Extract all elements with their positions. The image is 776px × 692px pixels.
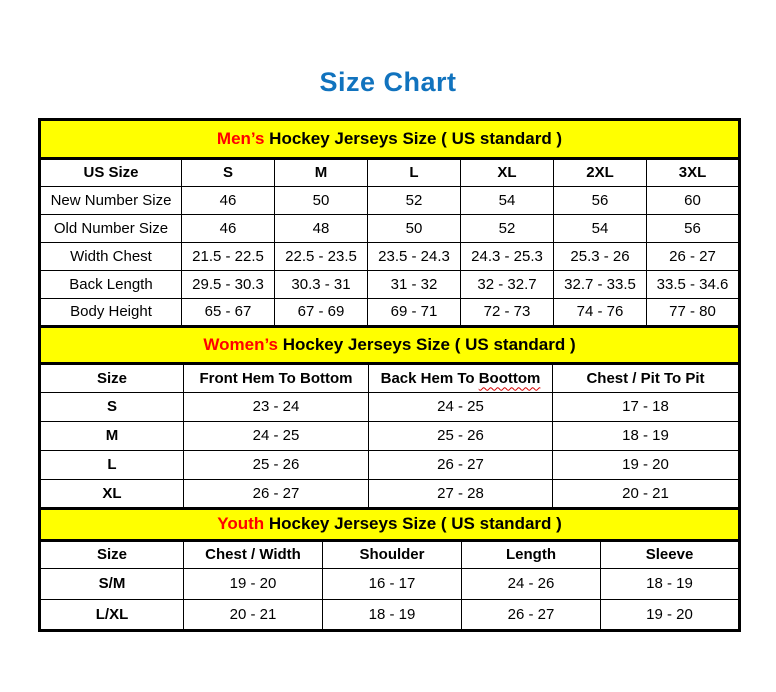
column-header: 3XL: [647, 158, 740, 186]
header-row: [40, 540, 740, 568]
row-label: S/M: [40, 568, 184, 599]
table-cell: 52: [368, 186, 461, 214]
youth-title-highlight: Youth: [217, 514, 265, 534]
row-label: XL: [40, 479, 184, 508]
youth-size-table: [38, 507, 741, 632]
table-row: [40, 270, 740, 298]
table-cell: 50: [368, 214, 461, 242]
misspelled-word-underline: Boottom: [478, 369, 541, 387]
table-cell: 19 - 20: [184, 568, 323, 599]
table-cell: 26 - 27: [184, 479, 369, 508]
column-header: S: [182, 158, 275, 186]
table-cell: 25 - 26: [369, 421, 553, 450]
table-row: [40, 298, 740, 326]
mens-size-table: [38, 118, 741, 328]
column-header: Shoulder: [323, 540, 462, 568]
table-row: [40, 186, 740, 214]
table-cell: 30.3 - 31: [275, 270, 368, 298]
column-header-text: Back Hem To: [380, 369, 479, 387]
table-cell: 56: [647, 214, 740, 242]
table-cell: 26 - 27: [369, 450, 553, 479]
youth-table-title: [40, 508, 740, 540]
table-cell: 21.5 - 22.5: [182, 242, 275, 270]
table-row: [40, 568, 740, 599]
mens-table-title: [40, 119, 740, 158]
table-cell: 26 - 27: [647, 242, 740, 270]
column-header: Chest / Width: [184, 540, 323, 568]
table-cell: 31 - 32: [368, 270, 461, 298]
column-header: 2XL: [554, 158, 647, 186]
table-cell: 32 - 32.7: [461, 270, 554, 298]
band-row: [40, 326, 740, 363]
table-cell: 29.5 - 30.3: [182, 270, 275, 298]
column-header: XL: [461, 158, 554, 186]
header-row: [40, 363, 740, 392]
table-cell: 27 - 28: [369, 479, 553, 508]
table-cell: 23.5 - 24.3: [368, 242, 461, 270]
table-row: [40, 599, 740, 630]
table-cell: 19 - 20: [601, 599, 740, 630]
womens-title-highlight: Women’s: [203, 334, 278, 354]
table-cell: 46: [182, 214, 275, 242]
row-label: L/XL: [40, 599, 184, 630]
table-cell: 24.3 - 25.3: [461, 242, 554, 270]
table-cell: 18 - 19: [553, 421, 740, 450]
table-cell: 69 - 71: [368, 298, 461, 326]
table-cell: 32.7 - 33.5: [554, 270, 647, 298]
table-cell: 18 - 19: [323, 599, 462, 630]
table-cell: 74 - 76: [554, 298, 647, 326]
table-cell: 77 - 80: [647, 298, 740, 326]
column-header: Size: [40, 363, 184, 392]
page-title: Size Chart: [319, 67, 457, 97]
column-header: L: [368, 158, 461, 186]
band-row: [40, 508, 740, 540]
column-header: Length: [462, 540, 601, 568]
table-row: [40, 392, 740, 421]
row-label: L: [40, 450, 184, 479]
row-label: S: [40, 392, 184, 421]
table-row: [40, 242, 740, 270]
mens-title-rest: Hockey Jerseys Size ( US standard ): [264, 128, 563, 148]
table-cell: 60: [647, 186, 740, 214]
column-header: US Size: [40, 158, 182, 186]
table-cell: 48: [275, 214, 368, 242]
womens-title-rest: Hockey Jerseys Size ( US standard ): [278, 334, 576, 354]
table-cell: 23 - 24: [184, 392, 369, 421]
table-cell: 22.5 - 23.5: [275, 242, 368, 270]
table-cell: 25 - 26: [184, 450, 369, 479]
table-cell: 25.3 - 26: [554, 242, 647, 270]
table-row: [40, 450, 740, 479]
row-label: M: [40, 421, 184, 450]
table-cell: 24 - 26: [462, 568, 601, 599]
table-cell: 16 - 17: [323, 568, 462, 599]
table-cell: 50: [275, 186, 368, 214]
mens-title-highlight: Men’s: [216, 128, 265, 148]
table-cell: 72 - 73: [461, 298, 554, 326]
column-header: Sleeve: [601, 540, 740, 568]
table-row: [40, 214, 740, 242]
table-cell: 65 - 67: [182, 298, 275, 326]
size-chart-page: [38, 0, 738, 632]
row-label: Old Number Size: [40, 214, 182, 242]
table-cell: 46: [182, 186, 275, 214]
table-cell: 19 - 20: [553, 450, 740, 479]
row-label: Back Length: [40, 270, 182, 298]
table-cell: 54: [461, 186, 554, 214]
table-row: [40, 421, 740, 450]
band-row: [40, 119, 740, 158]
column-header: M: [275, 158, 368, 186]
womens-table-title: [40, 326, 740, 363]
column-header: Size: [40, 540, 184, 568]
row-label: Width Chest: [40, 242, 182, 270]
column-header: Front Hem To Bottom: [184, 363, 369, 392]
table-cell: 24 - 25: [184, 421, 369, 450]
table-row: [40, 479, 740, 508]
table-cell: 54: [554, 214, 647, 242]
table-cell: 26 - 27: [462, 599, 601, 630]
table-cell: 18 - 19: [601, 568, 740, 599]
table-cell: 56: [554, 186, 647, 214]
table-cell: 17 - 18: [553, 392, 740, 421]
row-label: Body Height: [40, 298, 182, 326]
column-header: [369, 363, 553, 392]
table-cell: 20 - 21: [184, 599, 323, 630]
youth-title-rest: Hockey Jerseys Size ( US standard ): [264, 514, 562, 534]
table-cell: 33.5 - 34.6: [647, 270, 740, 298]
table-cell: 52: [461, 214, 554, 242]
header-row: [40, 158, 740, 186]
column-header: Chest / Pit To Pit: [553, 363, 740, 392]
table-cell: 20 - 21: [553, 479, 740, 508]
womens-size-table: [38, 325, 741, 510]
table-cell: 24 - 25: [369, 392, 553, 421]
row-label: New Number Size: [40, 186, 182, 214]
table-cell: 67 - 69: [275, 298, 368, 326]
